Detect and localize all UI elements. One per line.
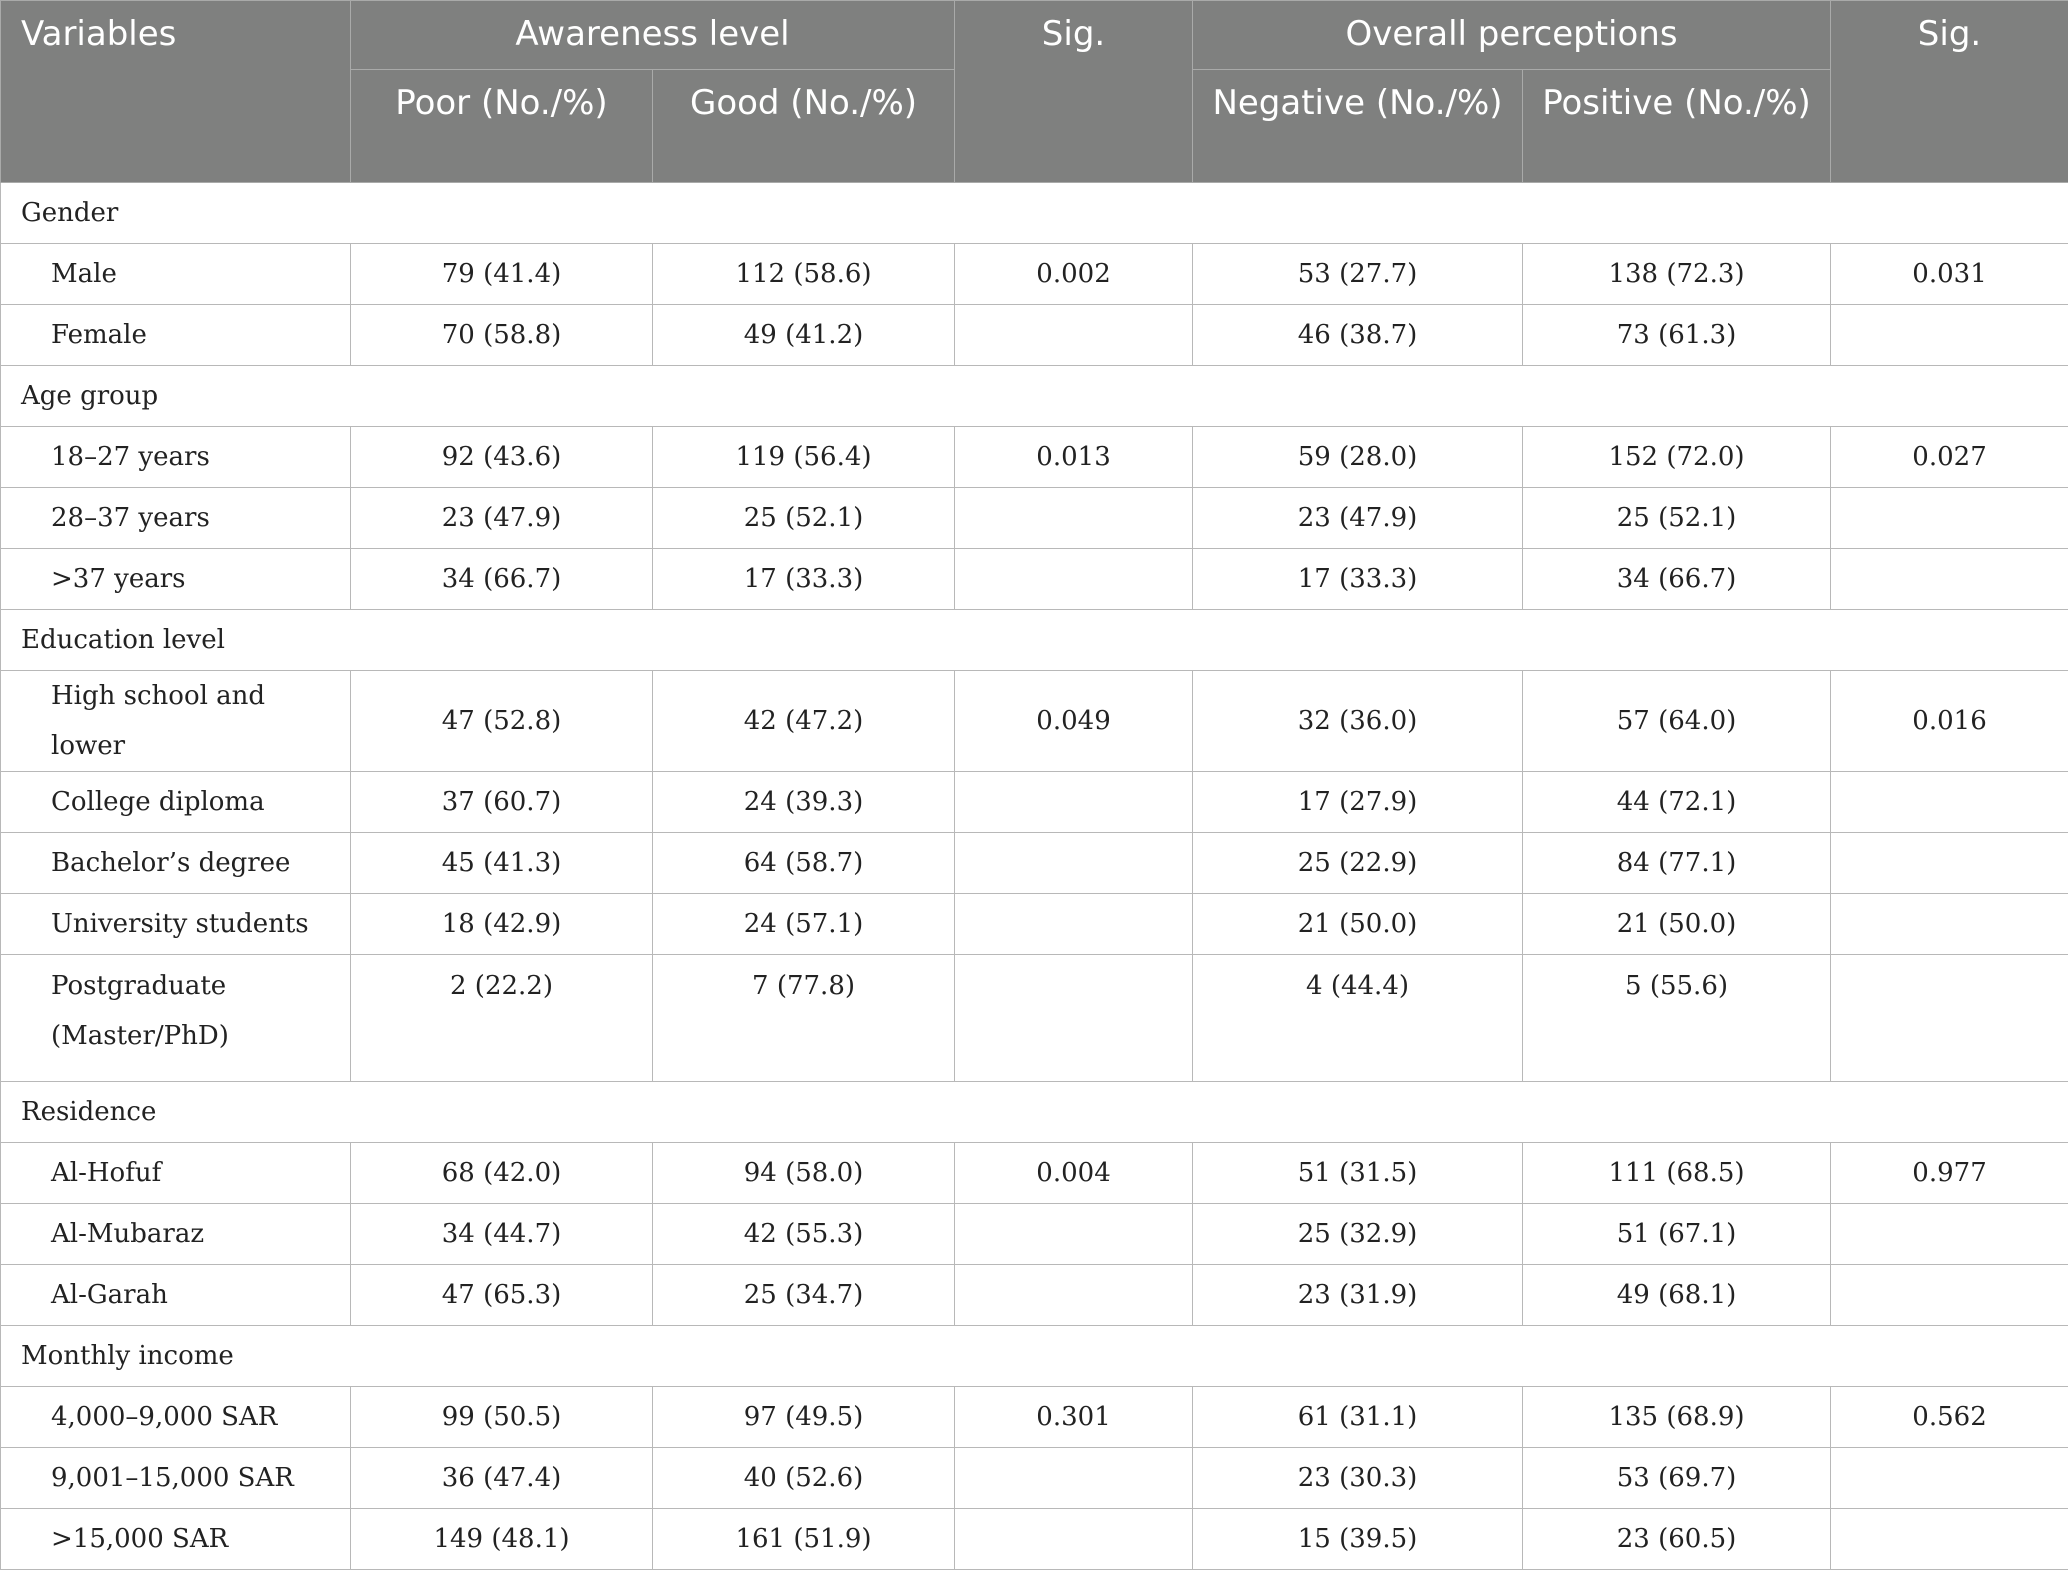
group-label: Monthly income (1, 1326, 2068, 1387)
cell-negative: 23 (31.9) (1193, 1265, 1523, 1326)
cell-good: 7 (77.8) (653, 955, 955, 1082)
cell-good: 25 (34.7) (653, 1265, 955, 1326)
cell-positive: 53 (69.7) (1523, 1448, 1831, 1509)
table-row (1, 427, 2068, 488)
cell-positive: 25 (52.1) (1523, 488, 1831, 549)
cell-negative: 32 (36.0) (1193, 671, 1523, 772)
cell-sig2 (1831, 549, 2068, 610)
group-row (1, 610, 2068, 671)
cell-sig2 (1831, 305, 2068, 366)
cell-good: 49 (41.2) (653, 305, 955, 366)
row-label: Al-Hofuf (1, 1143, 351, 1204)
cell-positive: 21 (50.0) (1523, 894, 1831, 955)
table-row (1, 955, 2068, 1082)
cell-sig2: 0.562 (1831, 1387, 2068, 1448)
cell-sig1: 0.013 (955, 427, 1193, 488)
cell-sig2 (1831, 1265, 2068, 1326)
header-sig-awareness: Sig. (955, 1, 1193, 183)
cell-good: 112 (58.6) (653, 244, 955, 305)
cell-positive: 49 (68.1) (1523, 1265, 1831, 1326)
cell-negative: 53 (27.7) (1193, 244, 1523, 305)
row-label: College diploma (1, 772, 351, 833)
cell-good: 40 (52.6) (653, 1448, 955, 1509)
cell-sig1 (955, 955, 1193, 1082)
row-label: >15,000 SAR (1, 1509, 351, 1570)
row-label: 18–27 years (1, 427, 351, 488)
cell-sig1 (955, 833, 1193, 894)
group-row (1, 183, 2068, 244)
row-label: 9,001–15,000 SAR (1, 1448, 351, 1509)
cell-positive: 73 (61.3) (1523, 305, 1831, 366)
cell-sig1 (955, 488, 1193, 549)
cell-poor: 92 (43.6) (351, 427, 653, 488)
table-row (1, 1265, 2068, 1326)
header-row-1 (1, 1, 2068, 70)
cell-sig1 (955, 549, 1193, 610)
cell-poor: 23 (47.9) (351, 488, 653, 549)
cell-positive: 135 (68.9) (1523, 1387, 1831, 1448)
cell-sig2 (1831, 1448, 2068, 1509)
cell-negative: 23 (47.9) (1193, 488, 1523, 549)
cell-sig1 (955, 1509, 1193, 1570)
cell-negative: 23 (30.3) (1193, 1448, 1523, 1509)
cell-sig1: 0.002 (955, 244, 1193, 305)
cell-poor: 34 (66.7) (351, 549, 653, 610)
cell-poor: 68 (42.0) (351, 1143, 653, 1204)
table-row (1, 833, 2068, 894)
row-label: 4,000–9,000 SAR (1, 1387, 351, 1448)
cell-sig2: 0.031 (1831, 244, 2068, 305)
cell-poor: 37 (60.7) (351, 772, 653, 833)
cell-poor: 79 (41.4) (351, 244, 653, 305)
cell-sig1: 0.004 (955, 1143, 1193, 1204)
table-row (1, 488, 2068, 549)
group-label: Residence (1, 1082, 2068, 1143)
table-row (1, 1448, 2068, 1509)
cell-sig1 (955, 1204, 1193, 1265)
row-label: High school and lower (1, 671, 351, 772)
cell-good: 64 (58.7) (653, 833, 955, 894)
cell-good: 97 (49.5) (653, 1387, 955, 1448)
cell-poor: 149 (48.1) (351, 1509, 653, 1570)
cell-positive: 5 (55.6) (1523, 955, 1831, 1082)
table-row (1, 894, 2068, 955)
cell-sig1 (955, 305, 1193, 366)
cell-poor: 99 (50.5) (351, 1387, 653, 1448)
row-label: Male (1, 244, 351, 305)
table-row (1, 1509, 2068, 1570)
cell-sig2: 0.977 (1831, 1143, 2068, 1204)
cell-negative: 15 (39.5) (1193, 1509, 1523, 1570)
table-header (1, 1, 2068, 183)
cell-good: 161 (51.9) (653, 1509, 955, 1570)
group-row (1, 366, 2068, 427)
cell-sig2 (1831, 1204, 2068, 1265)
header-negative: Negative (No./%) (1193, 70, 1523, 183)
table-row (1, 772, 2068, 833)
cell-poor: 18 (42.9) (351, 894, 653, 955)
table-row (1, 244, 2068, 305)
cell-positive: 84 (77.1) (1523, 833, 1831, 894)
cell-sig2: 0.016 (1831, 671, 2068, 772)
cell-negative: 51 (31.5) (1193, 1143, 1523, 1204)
table-row (1, 305, 2068, 366)
cell-sig2 (1831, 894, 2068, 955)
row-label: University students (1, 894, 351, 955)
table-row (1, 1387, 2068, 1448)
cell-sig1 (955, 1448, 1193, 1509)
cell-positive: 51 (67.1) (1523, 1204, 1831, 1265)
cell-poor: 34 (44.7) (351, 1204, 653, 1265)
cell-sig2: 0.027 (1831, 427, 2068, 488)
cell-negative: 59 (28.0) (1193, 427, 1523, 488)
table-row (1, 1143, 2068, 1204)
cell-sig2 (1831, 833, 2068, 894)
cell-positive: 111 (68.5) (1523, 1143, 1831, 1204)
cell-sig2 (1831, 1509, 2068, 1570)
group-label: Age group (1, 366, 2068, 427)
cell-negative: 21 (50.0) (1193, 894, 1523, 955)
cell-negative: 17 (27.9) (1193, 772, 1523, 833)
row-label: Al-Garah (1, 1265, 351, 1326)
cell-sig2 (1831, 488, 2068, 549)
cell-positive: 23 (60.5) (1523, 1509, 1831, 1570)
header-awareness-level: Awareness level (351, 1, 955, 70)
cell-negative: 25 (32.9) (1193, 1204, 1523, 1265)
header-poor: Poor (No./%) (351, 70, 653, 183)
header-sig-perceptions: Sig. (1831, 1, 2068, 183)
header-variables: Variables (1, 1, 351, 183)
cell-sig2 (1831, 955, 2068, 1082)
cell-sig1 (955, 1265, 1193, 1326)
row-label: Al-Mubaraz (1, 1204, 351, 1265)
group-label: Gender (1, 183, 2068, 244)
cell-poor: 47 (65.3) (351, 1265, 653, 1326)
cell-sig1: 0.301 (955, 1387, 1193, 1448)
row-label: >37 years (1, 549, 351, 610)
header-overall-perceptions: Overall perceptions (1193, 1, 1831, 70)
row-label: 28–37 years (1, 488, 351, 549)
table-row (1, 549, 2068, 610)
row-label: Postgraduate (Master/PhD) (1, 955, 351, 1082)
cell-poor: 70 (58.8) (351, 305, 653, 366)
group-row (1, 1326, 2068, 1387)
table-row (1, 671, 2068, 772)
cell-negative: 17 (33.3) (1193, 549, 1523, 610)
group-row (1, 1082, 2068, 1143)
cell-positive: 34 (66.7) (1523, 549, 1831, 610)
cell-good: 24 (57.1) (653, 894, 955, 955)
cell-poor: 36 (47.4) (351, 1448, 653, 1509)
header-positive: Positive (No./%) (1523, 70, 1831, 183)
cell-good: 17 (33.3) (653, 549, 955, 610)
cell-good: 94 (58.0) (653, 1143, 955, 1204)
cell-good: 42 (55.3) (653, 1204, 955, 1265)
header-good: Good (No./%) (653, 70, 955, 183)
row-label: Bachelor’s degree (1, 833, 351, 894)
row-label: Female (1, 305, 351, 366)
cell-positive: 57 (64.0) (1523, 671, 1831, 772)
table-body (1, 183, 2068, 1570)
cell-good: 42 (47.2) (653, 671, 955, 772)
cell-poor: 47 (52.8) (351, 671, 653, 772)
cell-positive: 152 (72.0) (1523, 427, 1831, 488)
cell-negative: 46 (38.7) (1193, 305, 1523, 366)
cell-positive: 138 (72.3) (1523, 244, 1831, 305)
cell-good: 24 (39.3) (653, 772, 955, 833)
cell-sig1 (955, 772, 1193, 833)
cell-positive: 44 (72.1) (1523, 772, 1831, 833)
cell-good: 25 (52.1) (653, 488, 955, 549)
cell-negative: 25 (22.9) (1193, 833, 1523, 894)
group-label: Education level (1, 610, 2068, 671)
cell-negative: 4 (44.4) (1193, 955, 1523, 1082)
cell-sig1: 0.049 (955, 671, 1193, 772)
cell-poor: 45 (41.3) (351, 833, 653, 894)
table-row (1, 1204, 2068, 1265)
cell-negative: 61 (31.1) (1193, 1387, 1523, 1448)
cell-sig2 (1831, 772, 2068, 833)
cell-poor: 2 (22.2) (351, 955, 653, 1082)
cell-good: 119 (56.4) (653, 427, 955, 488)
cell-sig1 (955, 894, 1193, 955)
